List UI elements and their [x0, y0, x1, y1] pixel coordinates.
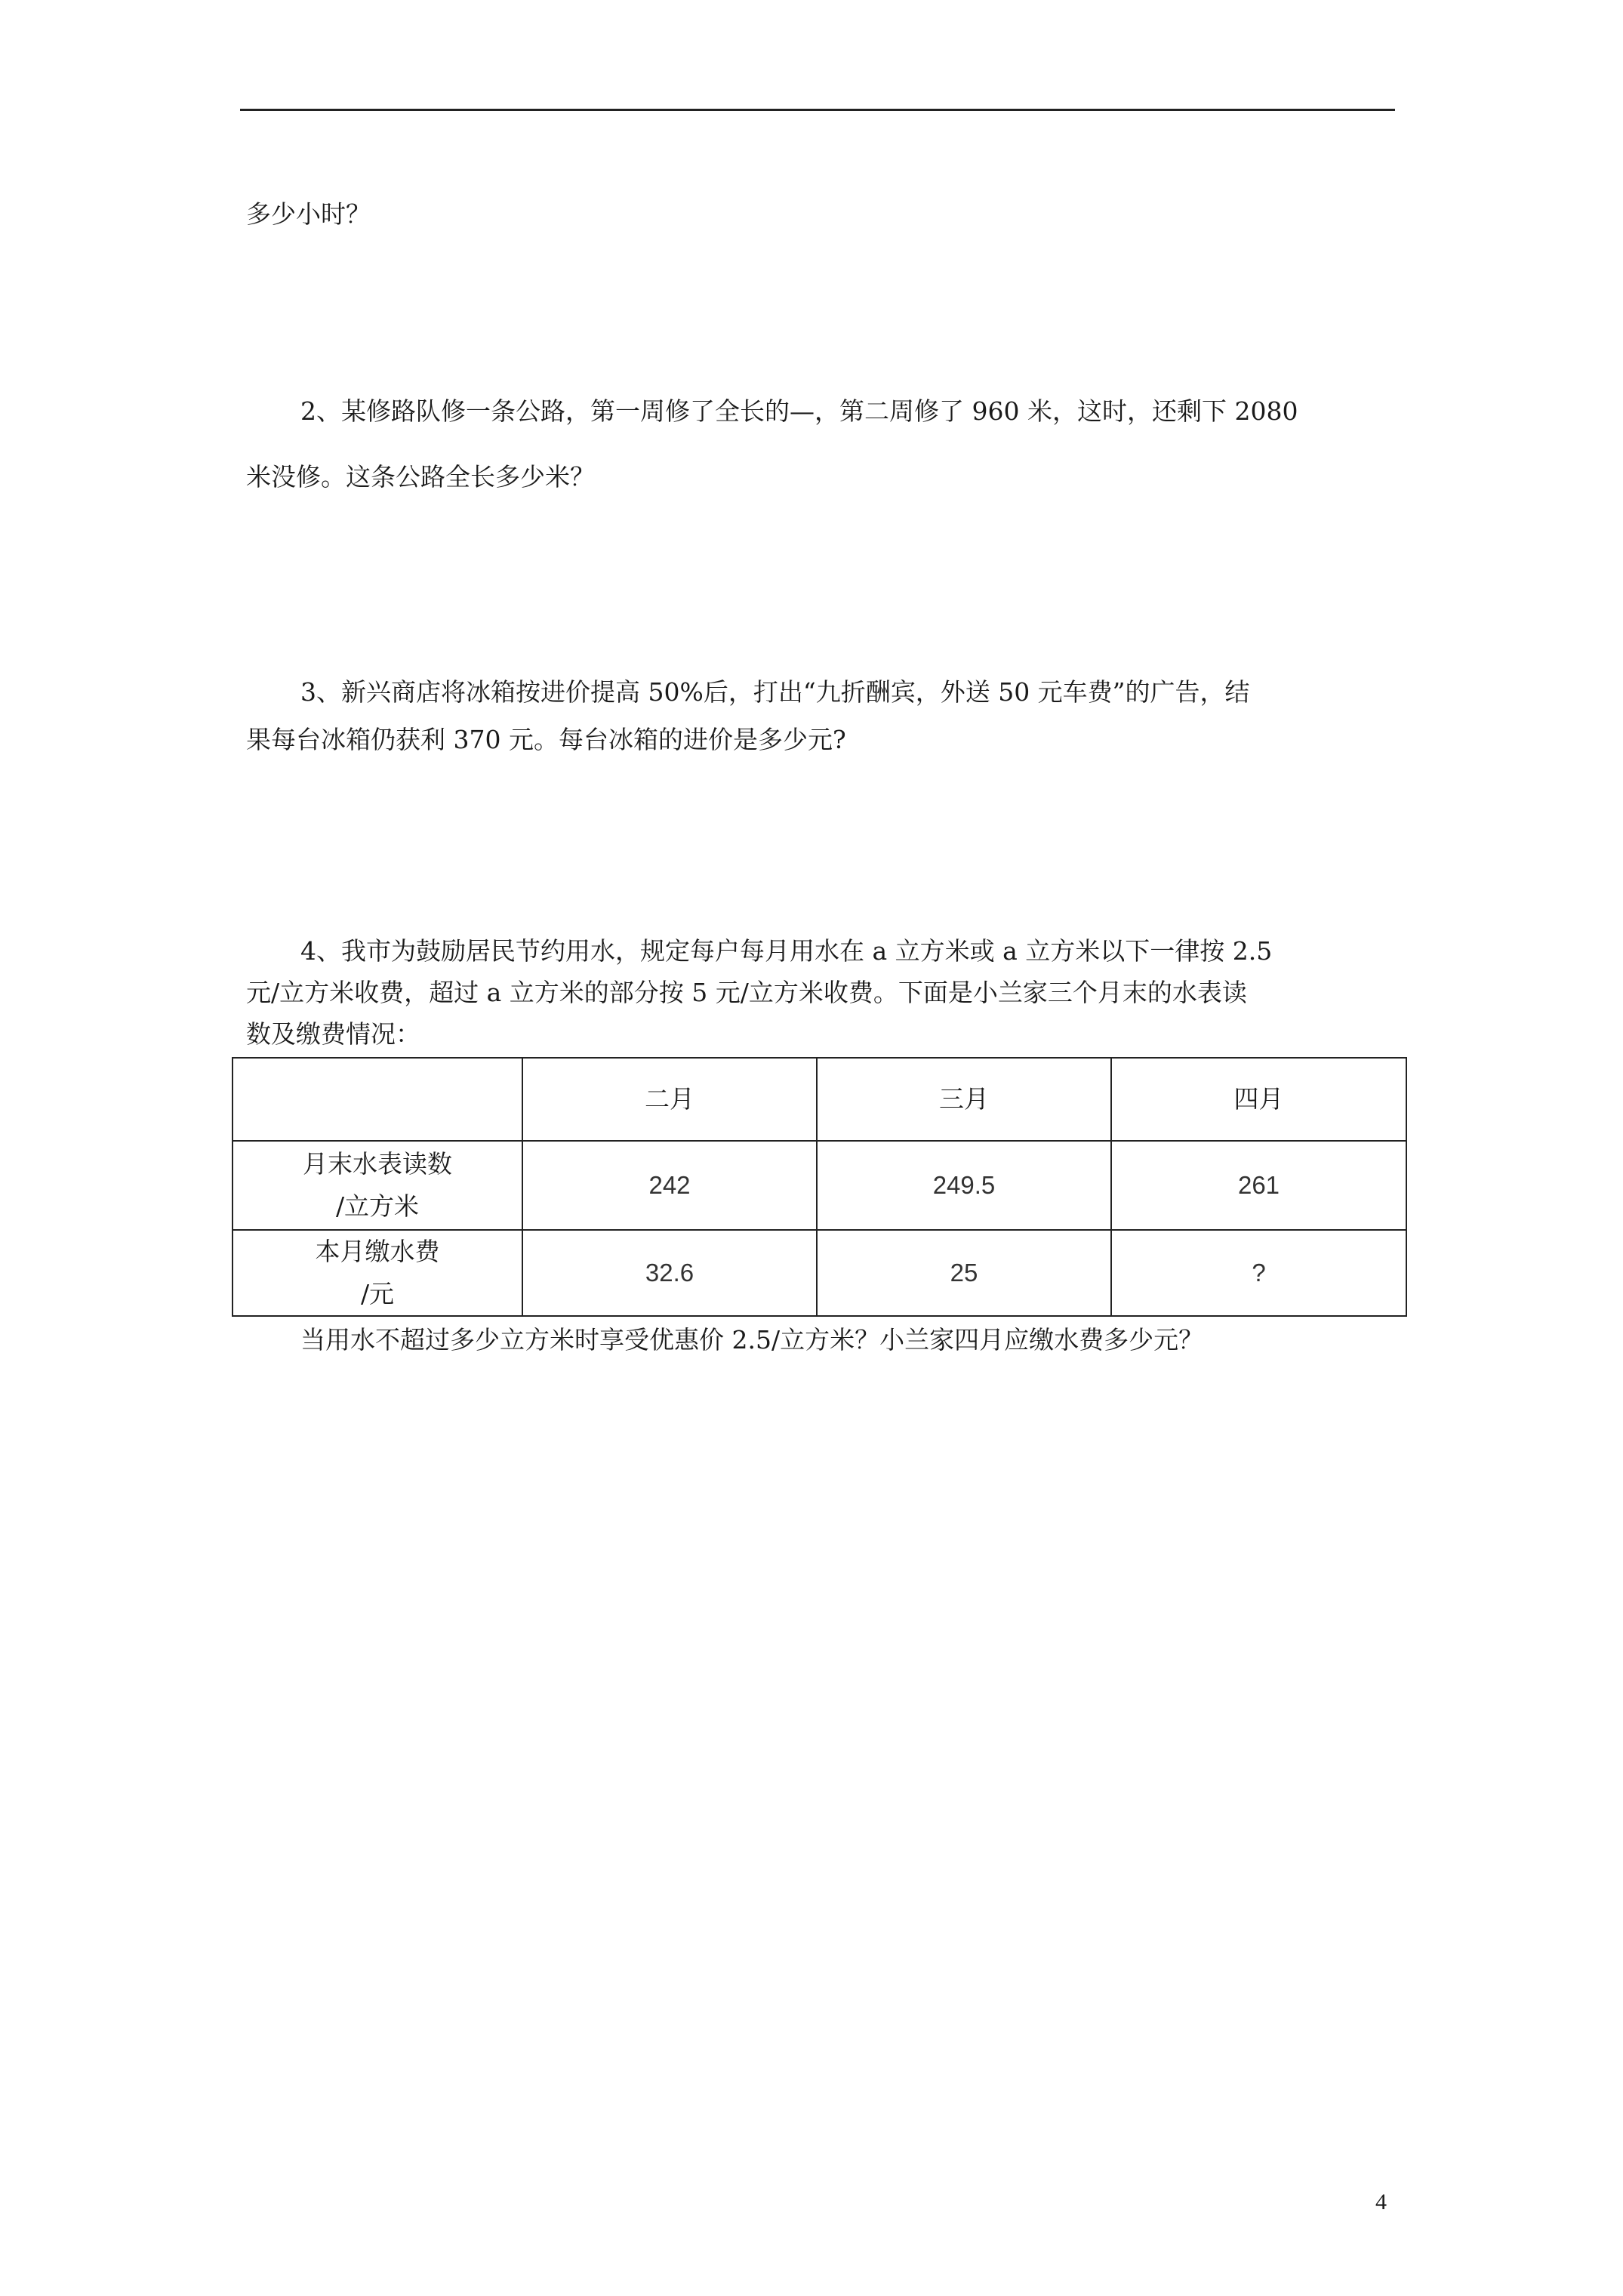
row-label-water-fee-line-1: 本月缴水费 [315, 1237, 440, 1266]
question-4-final-question: 当用水不超过多少立方米时享受优惠价 2.5/立方米？小兰家四月应缴水费多少元？ [300, 1325, 1204, 1354]
row-label-meter-reading-line-1: 月末水表读数 [303, 1149, 452, 1179]
question-2-line-2: 米没修。这条公路全长多少米？ [246, 462, 595, 492]
table-row-meter-reading [233, 1141, 1406, 1230]
question-4-line-3: 数及缴费情况： [246, 1019, 420, 1049]
page-number: 4 [1375, 2190, 1387, 2214]
row-label-water-fee [233, 1230, 522, 1316]
water-fee-table [232, 1057, 1407, 1317]
question-3-line-1: 3、新兴商店将冰箱按进价提高 50%后，打出“九折酬宾，外送 50 元车费”的广告，结 [300, 677, 1250, 707]
table-row-water-fee [233, 1230, 1406, 1316]
question-3-line-2: 果每台冰箱仍获利 370 元。每台冰箱的进价是多少元? [246, 725, 846, 754]
water-fee-february: 32.6 [522, 1230, 817, 1316]
row-label-water-fee-line-2: /元 [360, 1279, 395, 1308]
question-4-line-2: 元/立方米收费，超过 a 立方米的部分按 5 元/立方米收费。下面是小兰家三个月末的水表读 [246, 978, 1247, 1007]
header-march: 三月 [817, 1058, 1111, 1141]
continuation-text: 多少小时？ [246, 199, 371, 229]
water-fee-april: ? [1111, 1230, 1406, 1316]
water-fee-march: 25 [817, 1230, 1111, 1316]
table-header-row [233, 1058, 1406, 1141]
table-corner-cell [233, 1058, 522, 1141]
header-april: 四月 [1111, 1058, 1406, 1141]
question-4-line-1: 4、我市为鼓励居民节约用水，规定每户每月用水在 a 立方米或 a 立方米以下一律按 2.5 [300, 936, 1273, 966]
row-label-meter-reading [233, 1141, 522, 1230]
meter-reading-february: 242 [522, 1141, 817, 1230]
row-label-meter-reading-line-2: /立方米 [335, 1191, 420, 1221]
header-february: 二月 [522, 1058, 817, 1141]
question-2-line-1: 2、某修路队修一条公路，第一周修了全长的—，第二周修了 960 米，这时，还剩下 2080 [300, 396, 1298, 426]
meter-reading-march: 249.5 [817, 1141, 1111, 1230]
header-rule [240, 109, 1395, 111]
meter-reading-april: 261 [1111, 1141, 1406, 1230]
